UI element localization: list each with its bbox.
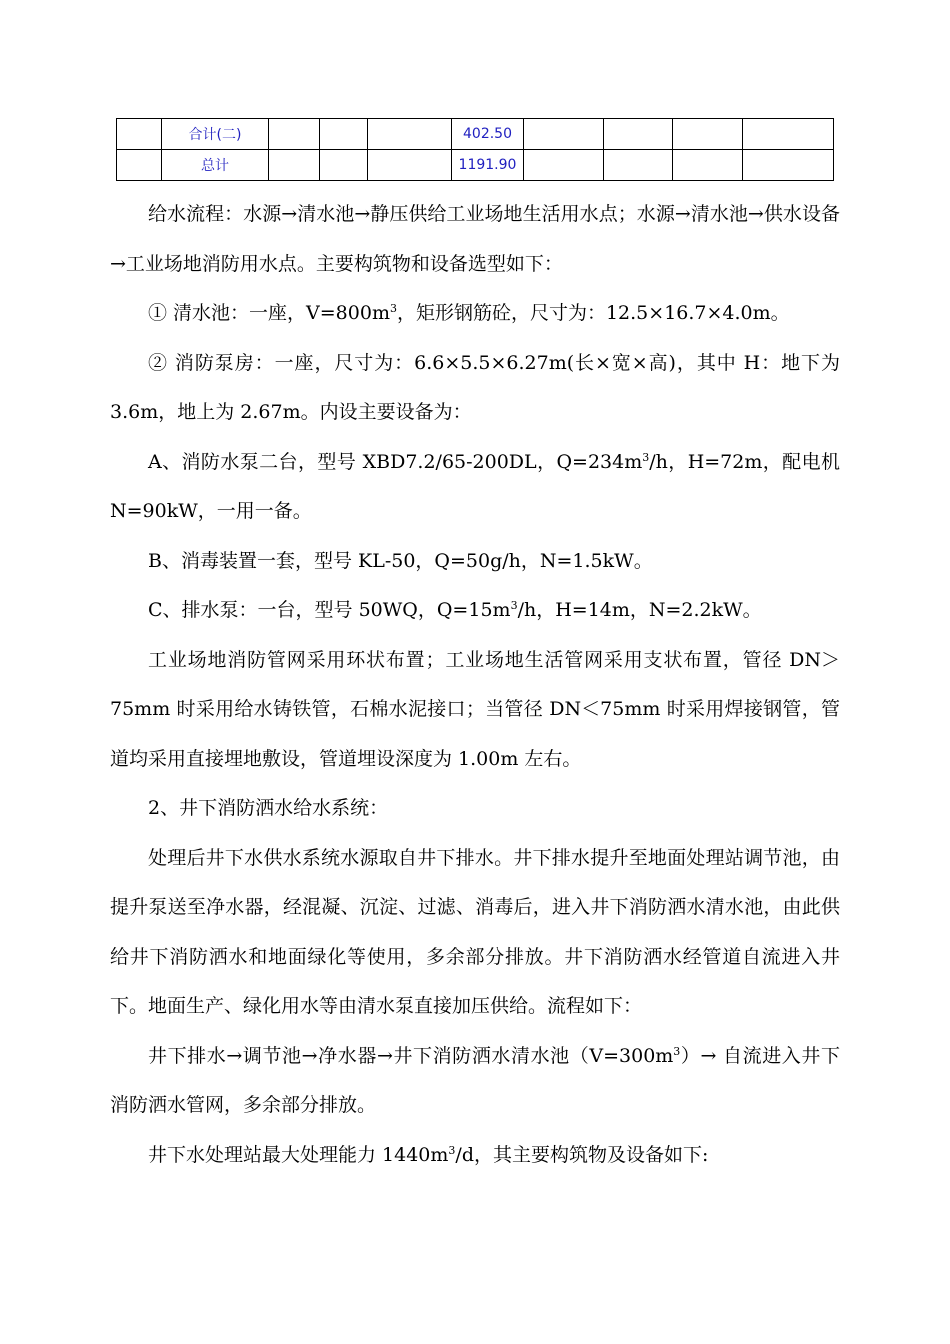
table-cell [743, 150, 834, 181]
document-body [110, 190, 840, 1180]
paragraph-text: A、消防水泵二台，型号 XBD7.2/65-200DL，Q=234m [148, 450, 643, 473]
paragraph [110, 1131, 840, 1181]
superscript: 3 [642, 450, 650, 464]
table-cell [743, 119, 834, 150]
table-cell-value: 1191.90 [452, 150, 524, 181]
paragraph [110, 834, 840, 1032]
table-cell [269, 150, 320, 181]
table-cell [117, 119, 162, 150]
paragraph-text: B、消毒装置一套，型号 KL-50，Q=50g/h，N=1.5kW。 [148, 549, 653, 572]
paragraph-text: 井下排水→调节池→净水器→井下消防洒水清水池（V=300m [148, 1044, 674, 1067]
superscript: 3 [673, 1044, 681, 1058]
paragraph [110, 1032, 840, 1131]
paragraph [110, 438, 840, 537]
table-cell [368, 119, 452, 150]
table-cell-value: 402.50 [452, 119, 524, 150]
superscript: 3 [510, 599, 518, 612]
paragraph [110, 190, 840, 289]
table-cell [524, 119, 604, 150]
paragraph [110, 586, 840, 636]
table-cell [320, 119, 368, 150]
table-cell [673, 119, 743, 150]
paragraph-text: ② 消防泵房：一座，尺寸为：6.6×5.5×6.27m(长×宽×高)，其中 H：地下为 3.6m，地上为 2.67m。内设主要设备为： [110, 351, 840, 423]
table-row [117, 150, 834, 181]
table-cell [673, 150, 743, 181]
table-cell [269, 119, 320, 150]
paragraph-text: 处理后井下水供水系统水源取自井下排水。井下排水提升至地面处理站调节池，由提升泵送至净水器，经混凝、沉淀、过滤、消毒后，进入井下消防洒水清水池，由此供给井下消防洒水和地面绿化等使用，多余部分排放。井下消防洒水经管道自流进入井下。地面生产、绿化用水等由清水泵直接加压供给。流程如下： [110, 846, 840, 1017]
paragraph-text: /d，其主要构筑物及设备如下: [455, 1143, 709, 1166]
paragraph-text: 2、井下消防洒水给水系统： [148, 797, 389, 819]
paragraph-text: /h，H=14m，N=2.2kW。 [517, 599, 762, 621]
paragraph-text: C、排水泵：一台，型号 50WQ，Q=15m [148, 599, 511, 621]
table-cell [524, 150, 604, 181]
paragraph-text: /h，H=72m，配电机 N=90kW，一用一备。 [110, 450, 840, 522]
table-cell [604, 119, 673, 150]
paragraph-text: ，矩形钢筋砼，尺寸为：12.5×16.7×4.0m。 [396, 302, 790, 324]
superscript: 3 [448, 1143, 456, 1157]
paragraph [110, 289, 840, 339]
paragraph [110, 784, 840, 834]
paragraph [110, 339, 840, 438]
table-cell [320, 150, 368, 181]
table-row [117, 119, 834, 150]
paragraph-text: 给水流程：水源→清水池→静压供给工业场地生活用水点；水源→清水池→供水设备→工业场地消防用水点。主要构筑物和设备选型如下： [110, 203, 840, 275]
table-cell [117, 150, 162, 181]
paragraph-text: ① 清水池：一座，V=800m [148, 302, 390, 324]
paragraph-text: ）→ 自流进入井下消防洒水管网，多余部分排放。 [110, 1044, 840, 1116]
table-cell-label: 总计 [162, 150, 269, 181]
summary-table [116, 118, 834, 181]
summary-table-container [116, 118, 834, 181]
table-cell-label: 合计(二) [162, 119, 269, 150]
paragraph-text: 井下水处理站最大处理能力 1440m [148, 1143, 449, 1166]
table-cell [604, 150, 673, 181]
paragraph-text: 工业场地消防管网采用环状布置；工业场地生活管网采用支状布置，管径 DN＞75mm 时采用给水铸铁管，石棉水泥接口；当管径 DN＜75mm 时采用焊接钢管，管道均采用直接埋地敷设，管道埋设深度为 1.00m 左右。 [110, 648, 840, 770]
paragraph [110, 537, 840, 587]
table-cell [368, 150, 452, 181]
paragraph [110, 636, 840, 785]
superscript: 3 [389, 302, 397, 315]
